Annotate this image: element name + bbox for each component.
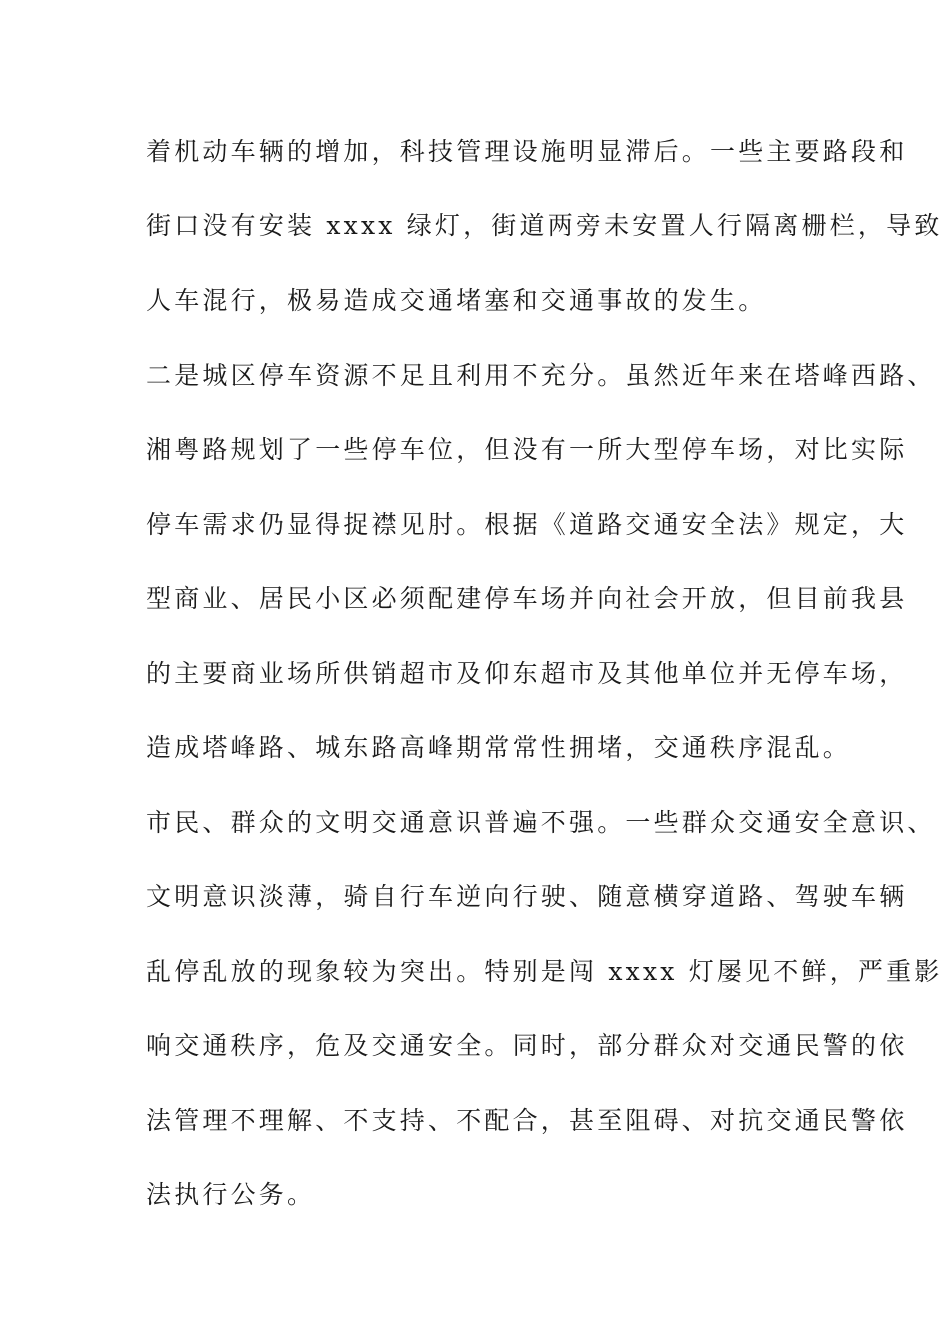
text-line: 街口没有安装 xxxx 绿灯，街道两旁未安置人行隔离栅栏，导致 bbox=[146, 211, 943, 240]
text-line: 法执行公务。 bbox=[146, 1180, 316, 1209]
text-line: 法管理不理解、不支持、不配合，甚至阻碍、对抗交通民警依 bbox=[146, 1106, 908, 1135]
text-line: 湘粤路规划了一些停车位，但没有一所大型停车场，对比实际 bbox=[146, 435, 908, 464]
text-line: 人车混行，极易造成交通堵塞和交通事故的发生。 bbox=[146, 286, 767, 315]
text-line: 市民、群众的文明交通意识普遍不强。一些群众交通安全意识、 bbox=[146, 808, 936, 837]
text-line: 停车需求仍显得捉襟见肘。根据《道路交通安全法》规定，大 bbox=[146, 510, 908, 539]
text-line: 造成塔峰路、城东路高峰期常常性拥堵，交通秩序混乱。 bbox=[146, 733, 852, 762]
text-line: 乱停乱放的现象较为突出。特别是闯 xxxx 灯屡见不鲜，严重影 bbox=[146, 957, 943, 986]
text-line: 的主要商业场所供销超市及仰东超市及其他单位并无停车场， bbox=[146, 659, 908, 688]
text-line: 着机动车辆的增加，科技管理设施明显滞后。一些主要路段和 bbox=[146, 137, 908, 166]
text-line: 二是城区停车资源不足且利用不充分。虽然近年来在塔峰西路、 bbox=[146, 361, 936, 390]
text-line: 文明意识淡薄，骑自行车逆向行驶、随意横穿道路、驾驶车辆 bbox=[146, 882, 908, 911]
text-line: 响交通秩序，危及交通安全。同时，部分群众对交通民警的依 bbox=[146, 1031, 908, 1060]
text-line: 型商业、居民小区必须配建停车场并向社会开放，但目前我县 bbox=[146, 584, 908, 613]
